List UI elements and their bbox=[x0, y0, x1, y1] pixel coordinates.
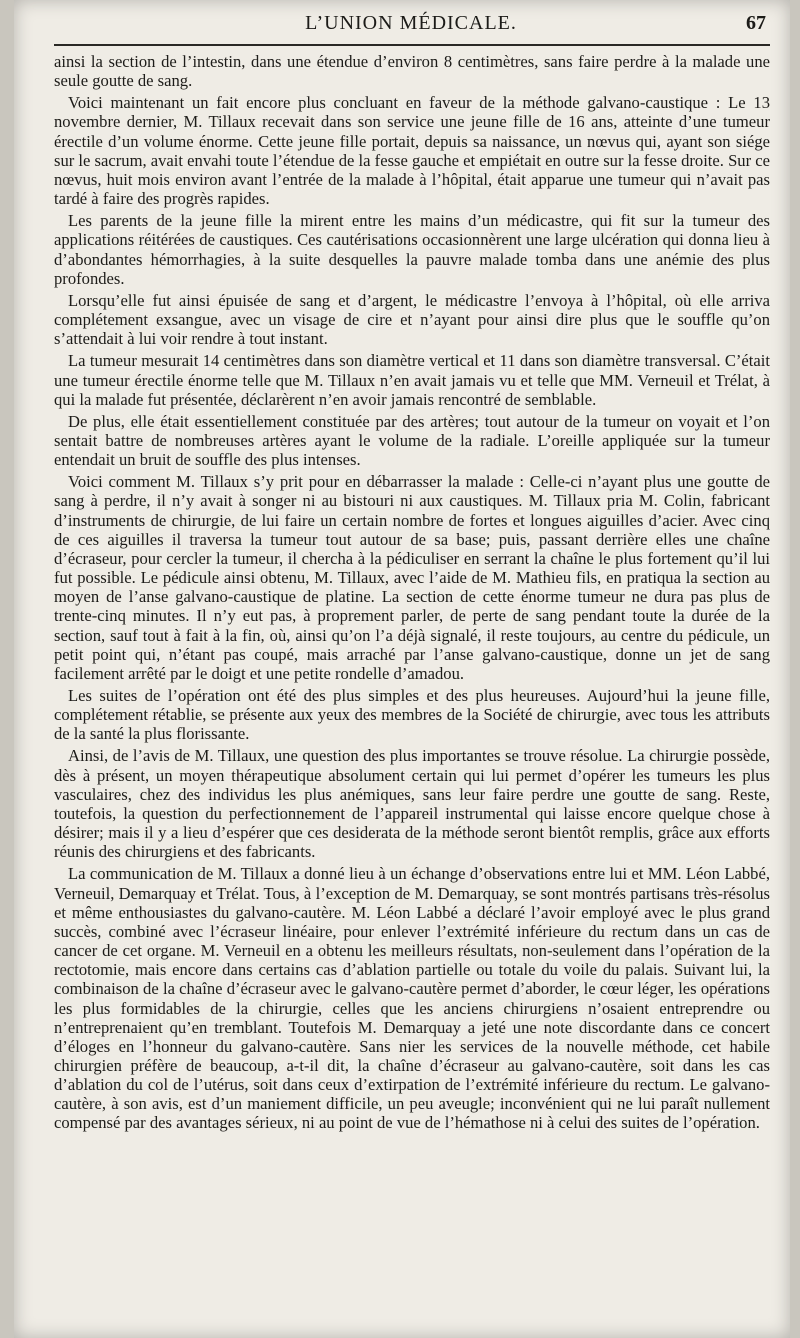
document-page bbox=[14, 0, 790, 1338]
paragraph: La tumeur mesurait 14 centimètres dans son diamètre vertical et 11 dans son diamètre transversal. C’était une tumeur érectile énorme telle que M. Tillaux n’en avait jamais vu et telle que MM. Verneuil et Trélat, à qui la malade fut présentée, déclarèrent n’en avoir jamais rencontré de semblable. bbox=[54, 351, 770, 409]
paragraph: La communication de M. Tillaux a donné lieu à un échange d’observations entre lui et MM. Léon Labbé, Verneuil, Demarquay et Trélat. Tous, à l’exception de M. Demarquay, se sont montrés partisans très-résolus et même enthousiastes du galvano-cautère. M. Léon Labbé a déclaré l’avoir employé avec le plus grand succès, combiné avec l’écraseur linéaire, pour enlever l’extrémité inférieure du rectum dans un cas de cancer de cet organe. M. Verneuil en a obtenu les meilleurs résultats, non-seulement dans l’opération de la rectotomie, mais encore dans certains cas d’ablation partielle ou totale du voile du palais. Suivant lui, la combinaison de la chaîne d’écraseur avec le galvano-cautère permet d’aborder, le cœur léger, les opérations les plus formidables de la chirurgie, celles que les anciens chirurgiens n’osaient entreprendre ou n’entreprenaient qu’en tremblant. Toutefois M. Demarquay a jeté une note discordante dans ce concert d’éloges en l’honneur du galvano-cautère. Sans nier les services de la nouvelle méthode, cet habile chirurgien préfère de beaucoup, a-t-il dit, la chaîne d’écraseur au galvano-cautère, soit dans les cas d’ablation du col de l’utérus, soit dans ceux d’extirpation de l’extrémité inférieure du rectum. Le galvano-cautère, à son avis, est d’un maniement difficile, un peu aveugle; inconvénient qui ne lui paraît nullement compensé par des avantages sérieux, ni au point de vue de l’hémathose ni à celui des suites de l’opération. bbox=[54, 864, 770, 1133]
paragraph: Ainsi, de l’avis de M. Tillaux, une question des plus importantes se trouve résolue. La chirurgie possède, dès à présent, un moyen thérapeutique absolument certain qui lui permet d’opérer les tumeurs les plus vasculaires, chez des individus les plus anémiques, sans leur faire perdre une goutte de sang. Reste, toutefois, la question du perfectionnement de l’appareil instrumental qui laisse encore quelque chose à désirer; mais il y a lieu d’espérer que ces desiderata de la méthode seront bientôt remplis, grâce aux efforts réunis des chirurgiens et des fabricants. bbox=[54, 746, 770, 862]
paragraph: Les suites de l’opération ont été des plus simples et des plus heureuses. Aujourd’hui la jeune fille, complétement rétablie, se présente aux yeux des membres de la Société de chirurgie, avec tous les attributs de la santé la plus florissante. bbox=[54, 686, 770, 744]
paragraph: Voici comment M. Tillaux s’y prit pour en débarrasser la malade : Celle-ci n’ayant plus une goutte de sang à perdre, il n’y avait à songer ni au bistouri ni aux caustiques. M. Tillaux pria M. Colin, fabricant d’instruments de chirurgie, de lui faire un certain nombre de fortes et longues aiguilles d’acier. Avec cinq de ces aiguilles il traversa la tumeur tout autour de sa base; puis, passant derrière elles une chaîne d’écraseur, pour cercler la tumeur, il chercha à la pédiculiser en serrant la chaîne le plus fortement qu’il lui fut possible. Le pédicule ainsi obtenu, M. Tillaux, avec l’aide de M. Mathieu fils, en pratiqua la section au moyen de l’anse galvano-caustique de platine. La section de cette énorme tumeur ne dura pas plus de trente-cinq minutes. Il n’y eut pas, à proprement parler, de perte de sang pendant toute la durée de la section, sauf tout à fait à la fin, où, ainsi qu’on l’a déjà signalé, il reste toujours, au centre du pédicule, un petit point qui, n’étant pas coupé, mais arraché par l’anse galvano-caustique, donne un jet de sang facilement arrêté par le doigt et une petite rondelle d’amadou. bbox=[54, 472, 770, 683]
page-number: 67 bbox=[746, 12, 766, 34]
article-body bbox=[54, 52, 770, 1262]
journal-title: L’UNION MÉDICALE. bbox=[305, 12, 517, 34]
page-header bbox=[54, 12, 768, 42]
paragraph: Les parents de la jeune fille la mirent entre les mains d’un médicastre, qui fit sur la tumeur des applications réitérées de caustiques. Ces cautérisations occasionnèrent une large ulcération qui donna lieu à d’abondantes hémorrhagies, à la suite desquelles la pauvre malade tomba dans une anémie des plus profondes. bbox=[54, 211, 770, 288]
paragraph: Voici maintenant un fait encore plus concluant en faveur de la méthode galvano-caustique : Le 13 novembre dernier, M. Tillaux recevait dans son service une jeune fille de 16 ans, atteinte d’une tumeur érectile d’un volume énorme. Cette jeune fille portait, depuis sa naissance, un nœvus qui, ayant son siége sur le sacrum, avait envahi toute l’étendue de la fesse gauche et empiétait en outre sur la fesse droite. Sur ce nœvus, huit mois environ avant l’entrée de la malade à l’hôpital, était apparue une tumeur qui n’avait pas tardé à faire des progrès rapides. bbox=[54, 93, 770, 209]
paragraph: Lorsqu’elle fut ainsi épuisée de sang et d’argent, le médicastre l’envoya à l’hôpital, où elle arriva complétement exsangue, avec un visage de cire et n’ayant pour ainsi dire plus que le souffle qu’on s’attendait à lui voir rendre à tout instant. bbox=[54, 290, 770, 349]
header-rule bbox=[54, 44, 770, 46]
paragraph: De plus, elle était essentiellement constituée par des artères; tout autour de la tumeur on voyait et l’on sentait battre de nombreuses artères ayant le volume de la radiale. L’oreille appliquée sur la tumeur entendait un bruit de souffle des plus intenses. bbox=[54, 411, 770, 470]
paragraph: ainsi la section de l’intestin, dans une étendue d’environ 8 centimètres, sans faire perdre à la malade une seule goutte de sang. bbox=[54, 52, 770, 91]
